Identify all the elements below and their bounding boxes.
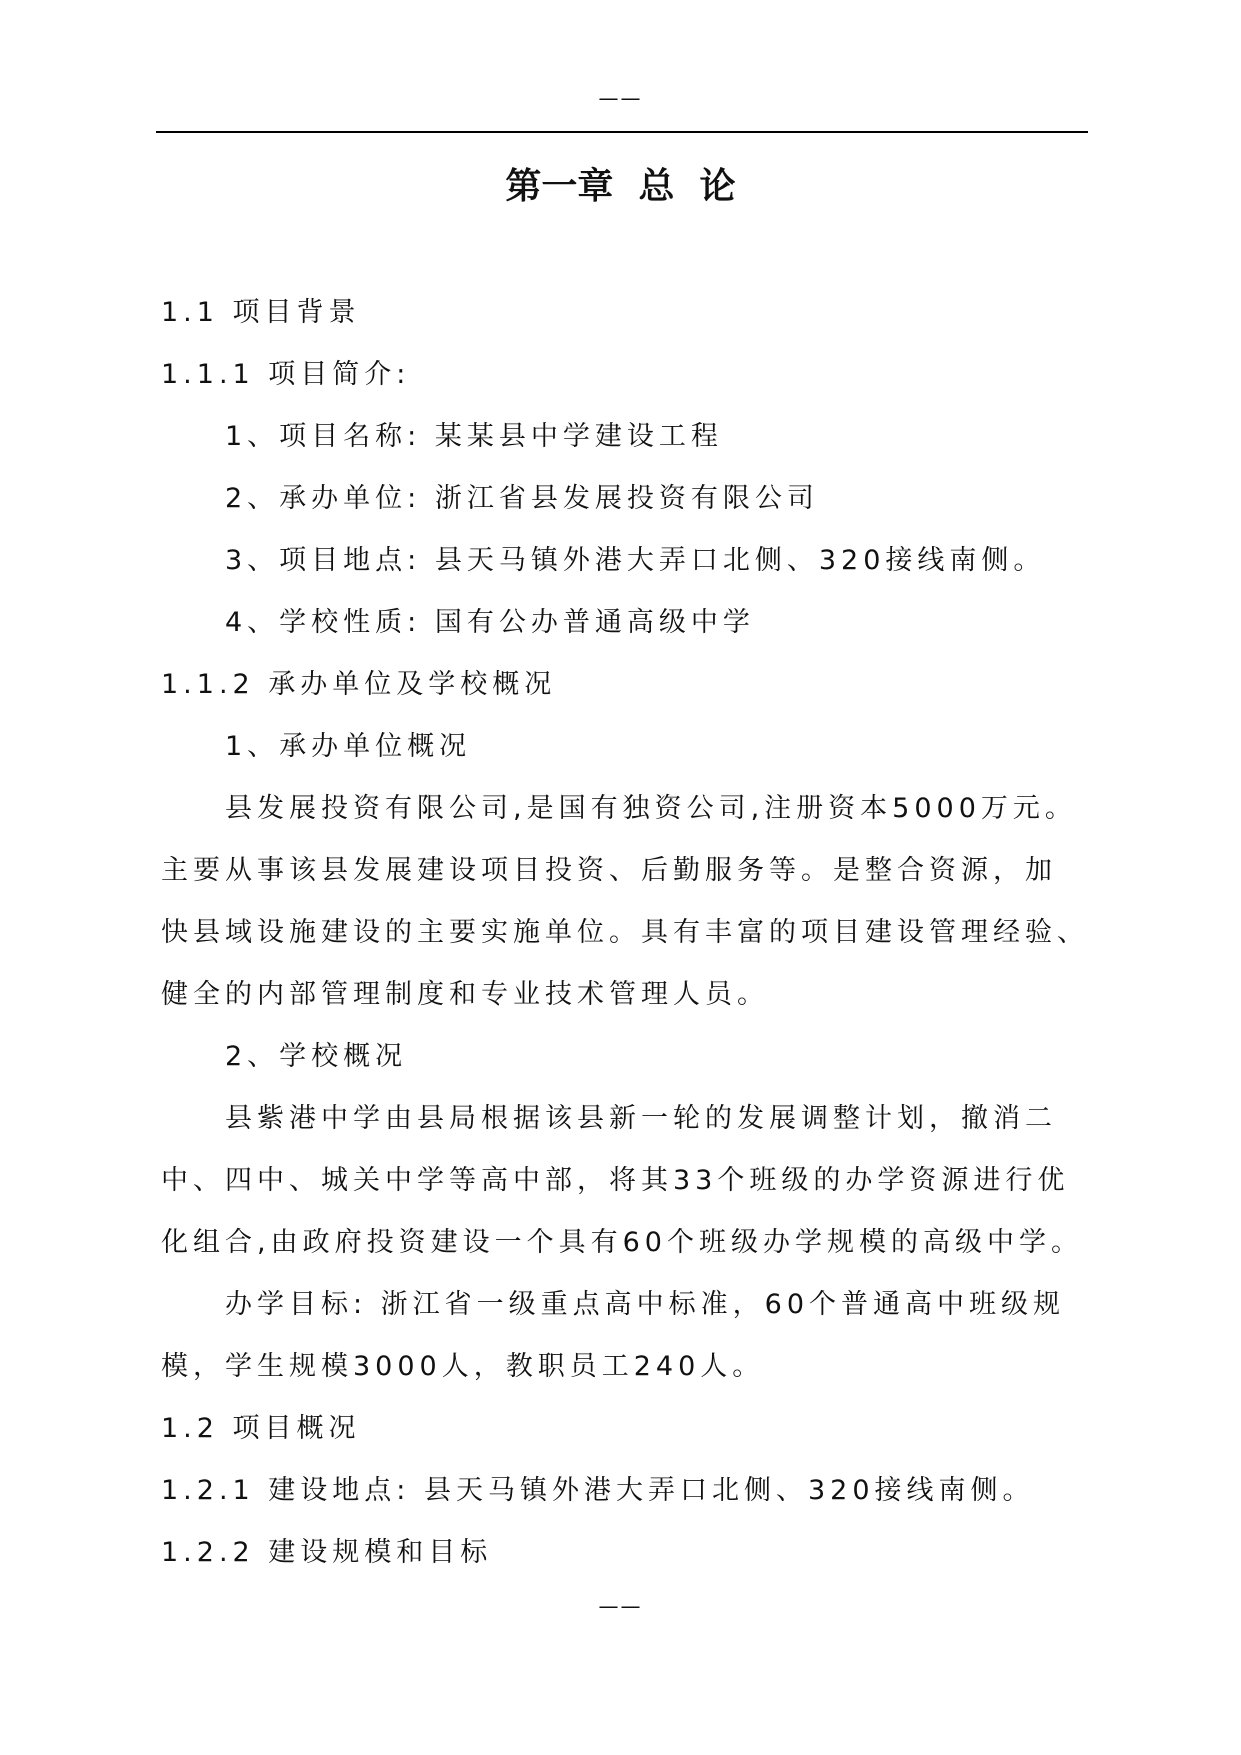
document-body	[161, 282, 1091, 1584]
paragraph-line: 快县域设施建设的主要实施单位。具有丰富的项目建设管理经验、	[161, 917, 1089, 948]
section-heading-1-2-1: 1.2.1 建设地点: 县天马镇外港大弄口北侧、320接线南侧。	[161, 1475, 1035, 1506]
paragraph-line: 办学目标: 浙江省一级重点高中标准，60个普通高中班级规	[225, 1289, 1066, 1320]
paragraph-line: 模，学生规模3000人，教职员工240人。	[161, 1351, 765, 1382]
paragraph-line: 中、四中、城关中学等高中部，将其33个班级的办学资源进行优	[161, 1165, 1070, 1196]
list-item-project-name: 1、项目名称: 某某县中学建设工程	[225, 421, 723, 452]
paragraph-line: 县发展投资有限公司,是国有独资公司,注册资本5000万元。	[225, 793, 1077, 824]
header-rule	[156, 131, 1088, 133]
list-item-undertaking-unit: 2、承办单位: 浙江省县发展投资有限公司	[225, 483, 819, 514]
page-header-mark: ——	[598, 86, 643, 110]
section-heading-1-1-2: 1.1.2 承办单位及学校概况	[161, 669, 557, 700]
section-heading-1-2: 1.2 项目概况	[161, 1413, 361, 1444]
list-item-school-nature: 4、学校性质: 国有公办普通高级中学	[225, 607, 755, 638]
page-footer-mark: ——	[598, 1594, 643, 1618]
paragraph-line: 主要从事该县发展建设项目投资、后勤服务等。是整合资源，加	[161, 855, 1057, 886]
paragraph-line: 化组合,由政府投资建设一个具有60个班级办学规模的高级中学。	[161, 1227, 1083, 1258]
chapter-title: 第一章 总 论	[505, 165, 736, 207]
paragraph-line: 健全的内部管理制度和专业技术管理人员。	[161, 979, 769, 1010]
section-heading-1-1: 1.1 项目背景	[161, 297, 361, 328]
subheading-school-overview: 2、学校概况	[225, 1041, 408, 1072]
section-heading-1-1-1: 1.1.1 项目简介:	[161, 359, 411, 390]
section-heading-1-2-2: 1.2.2 建设规模和目标	[161, 1537, 493, 1568]
paragraph-line: 县紫港中学由县局根据该县新一轮的发展调整计划，撤消二	[225, 1103, 1057, 1134]
subheading-unit-overview: 1、承办单位概况	[225, 731, 472, 762]
list-item-project-location: 3、项目地点: 县天马镇外港大弄口北侧、320接线南侧。	[225, 545, 1046, 576]
